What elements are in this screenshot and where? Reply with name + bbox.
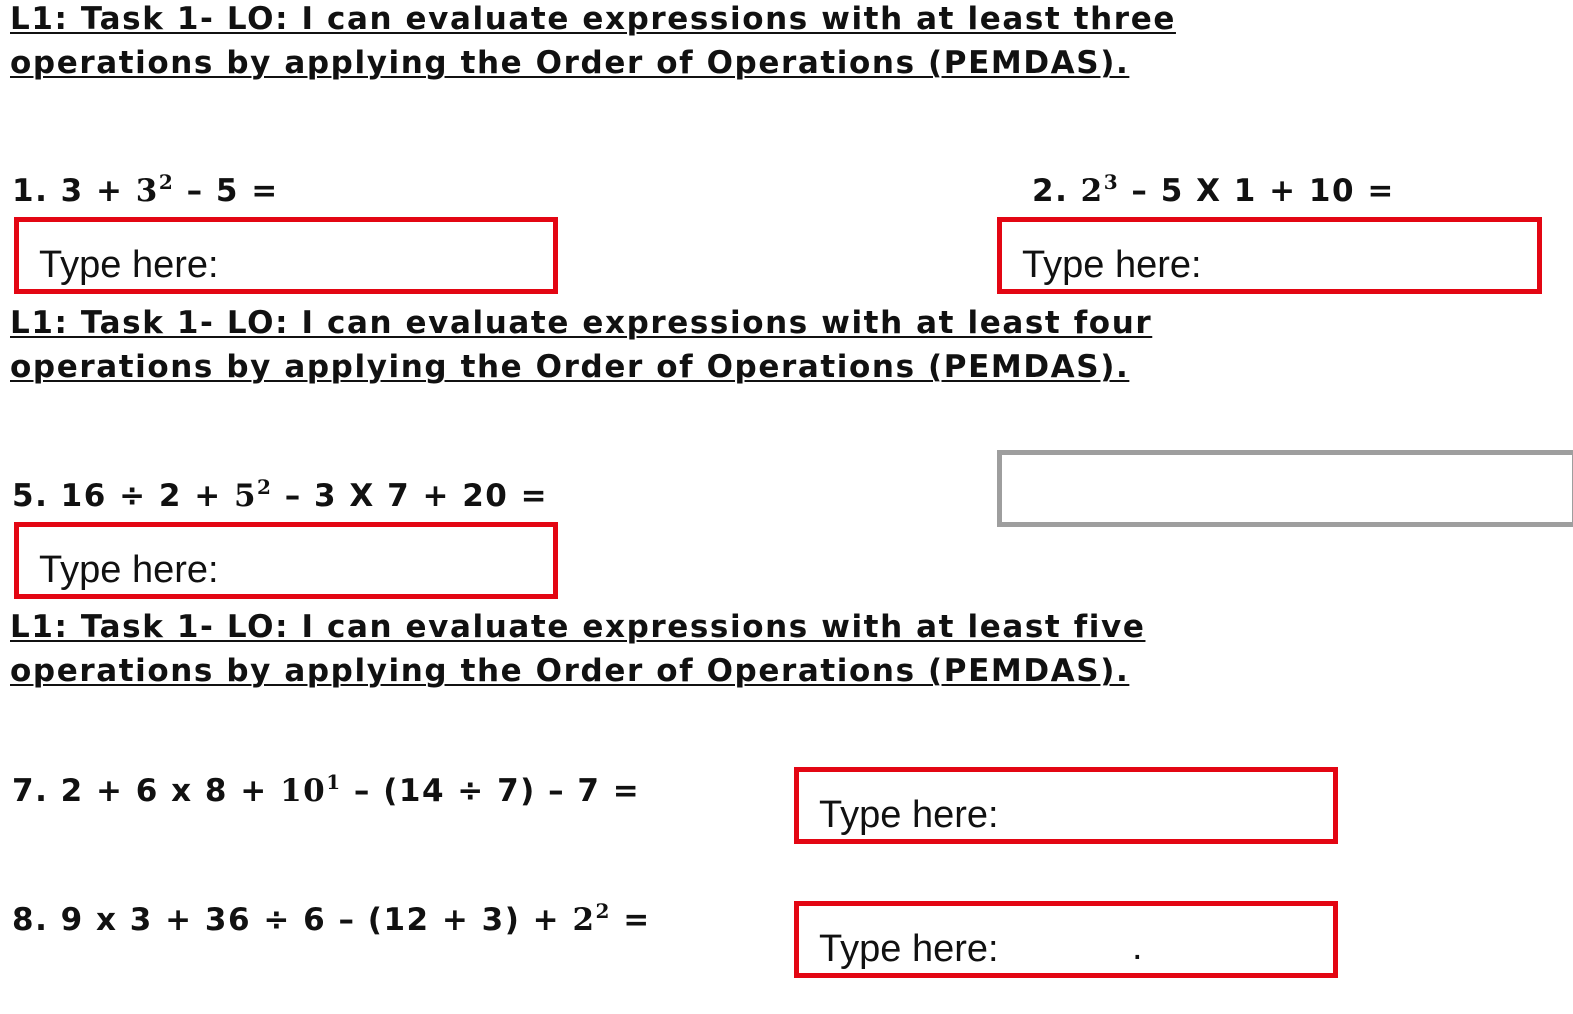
problem-2-expression: 2. $2^3 - 5$ X 1 + 10 =: [1032, 170, 1395, 209]
problem-2-answer-placeholder: Type here:: [1022, 244, 1202, 286]
empty-text-box[interactable]: [997, 450, 1573, 527]
section-2-heading-line2: operations by applying the Order of Operations (PEMDAS).: [10, 349, 1130, 385]
problem-5-answer-box[interactable]: [14, 522, 558, 599]
section-2-heading-line1: L1: Task 1- LO: I can evaluate expressions with at least four: [10, 305, 1153, 341]
section-1-heading: [10, 0, 1176, 85]
section-3-heading-line2: operations by applying the Order of Operations (PEMDAS).: [10, 653, 1130, 689]
problem-8-answer-placeholder: Type here:: [819, 928, 999, 970]
problem-2-answer-box[interactable]: [997, 217, 1542, 294]
problem-8-answer-mark: .: [1132, 926, 1143, 968]
problem-7-expression: 7. 2 + 6 x $8 + 10^1 - (14 \div 7) - 7$ =: [12, 770, 641, 809]
section-1-heading-line1: L1: Task 1- LO: I can evaluate expressions with at least three: [10, 1, 1176, 37]
problem-5-expression: 5. $16 \div 2 + 5^2 - 3$ X 7 + 20 =: [12, 475, 549, 514]
section-3-heading: [10, 605, 1145, 693]
section-2-heading: [10, 301, 1152, 389]
problem-7-answer-box[interactable]: [794, 767, 1338, 844]
problem-1-answer-placeholder: Type here:: [39, 244, 219, 286]
problem-1-answer-box[interactable]: [14, 217, 558, 294]
problem-8-answer-box[interactable]: [794, 901, 1338, 978]
problem-1-expression: 1. $3 + 3^2 - 5$ =: [12, 170, 279, 209]
problem-7-answer-placeholder: Type here:: [819, 794, 999, 836]
section-1-heading-line2: operations by applying the Order of Operations (PEMDAS).: [10, 45, 1130, 81]
problem-8-expression: 8. 9 x $3 + 36 \div 6 - (12 + 3) + 2^2$ =: [12, 899, 651, 938]
problem-5-answer-placeholder: Type here:: [39, 549, 219, 591]
section-3-heading-line1: L1: Task 1- LO: I can evaluate expressions with at least five: [10, 609, 1146, 645]
